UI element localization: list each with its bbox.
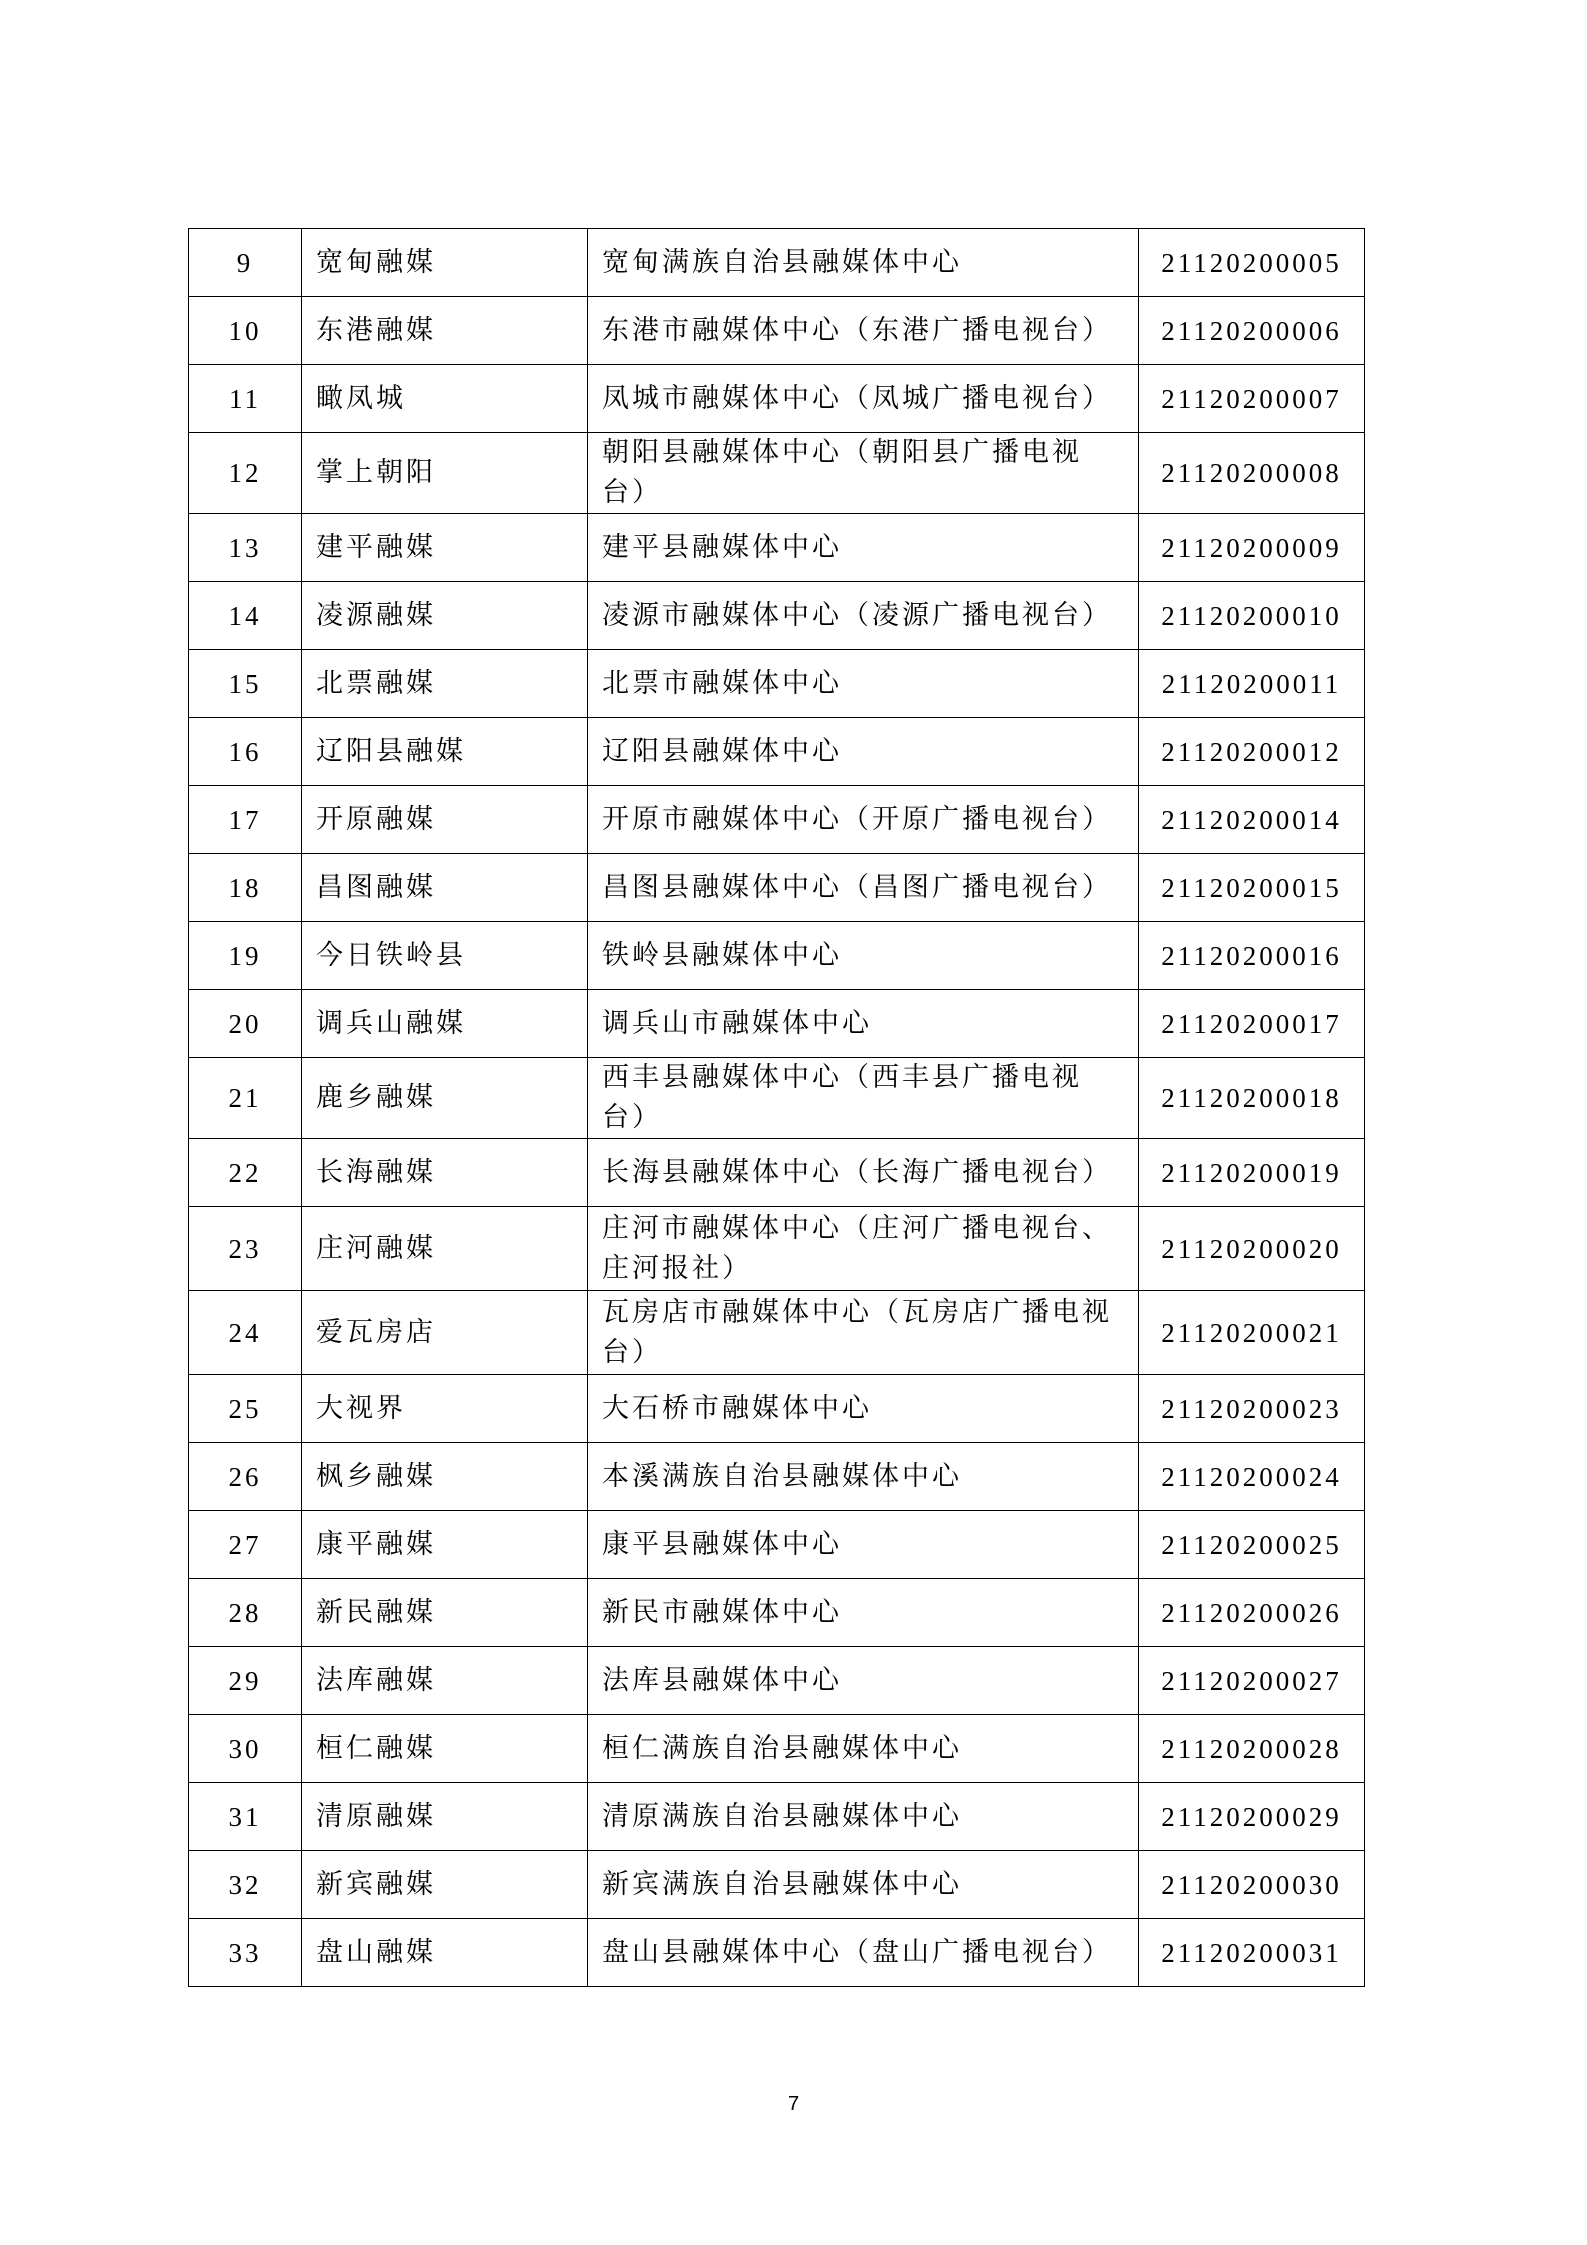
table-body — [189, 229, 1365, 1987]
code-cell: 21120200005 — [1139, 229, 1365, 297]
code-cell: 21120200029 — [1139, 1783, 1365, 1851]
short-name-cell: 掌上朝阳 — [302, 433, 588, 514]
full-name-cell: 铁岭县融媒体中心 — [588, 922, 1139, 990]
row-number-cell: 10 — [189, 297, 302, 365]
code-cell: 21120200016 — [1139, 922, 1365, 990]
row-number-cell: 21 — [189, 1058, 302, 1139]
table-row — [189, 365, 1365, 433]
full-name-cell: 宽甸满族自治县融媒体中心 — [588, 229, 1139, 297]
row-number-cell: 29 — [189, 1647, 302, 1715]
short-name-cell: 爱瓦房店 — [302, 1291, 588, 1375]
short-name-cell: 法库融媒 — [302, 1647, 588, 1715]
row-number-cell: 22 — [189, 1139, 302, 1207]
short-name-cell: 长海融媒 — [302, 1139, 588, 1207]
full-name-cell: 瓦房店市融媒体中心（瓦房店广播电视台） — [588, 1291, 1139, 1375]
full-name-cell: 长海县融媒体中心（长海广播电视台） — [588, 1139, 1139, 1207]
short-name-cell: 开原融媒 — [302, 786, 588, 854]
row-number-cell: 32 — [189, 1851, 302, 1919]
full-name-cell: 大石桥市融媒体中心 — [588, 1375, 1139, 1443]
table-row — [189, 229, 1365, 297]
code-cell: 21120200015 — [1139, 854, 1365, 922]
row-number-cell: 23 — [189, 1207, 302, 1291]
full-name-cell: 新民市融媒体中心 — [588, 1579, 1139, 1647]
table-row — [189, 1647, 1365, 1715]
code-cell: 21120200018 — [1139, 1058, 1365, 1139]
short-name-cell: 大视界 — [302, 1375, 588, 1443]
row-number-cell: 15 — [189, 650, 302, 718]
short-name-cell: 凌源融媒 — [302, 582, 588, 650]
row-number-cell: 30 — [189, 1715, 302, 1783]
table-row — [189, 718, 1365, 786]
code-cell: 21120200009 — [1139, 514, 1365, 582]
full-name-cell: 昌图县融媒体中心（昌图广播电视台） — [588, 854, 1139, 922]
short-name-cell: 康平融媒 — [302, 1511, 588, 1579]
code-cell: 21120200012 — [1139, 718, 1365, 786]
table-row — [189, 433, 1365, 514]
table-row — [189, 514, 1365, 582]
short-name-cell: 新宾融媒 — [302, 1851, 588, 1919]
full-name-cell: 盘山县融媒体中心（盘山广播电视台） — [588, 1919, 1139, 1987]
short-name-cell: 清原融媒 — [302, 1783, 588, 1851]
short-name-cell: 昌图融媒 — [302, 854, 588, 922]
code-cell: 21120200017 — [1139, 990, 1365, 1058]
short-name-cell: 鹿乡融媒 — [302, 1058, 588, 1139]
code-cell: 21120200020 — [1139, 1207, 1365, 1291]
short-name-cell: 辽阳县融媒 — [302, 718, 588, 786]
code-cell: 21120200023 — [1139, 1375, 1365, 1443]
short-name-cell: 桓仁融媒 — [302, 1715, 588, 1783]
code-cell: 21120200010 — [1139, 582, 1365, 650]
code-cell: 21120200027 — [1139, 1647, 1365, 1715]
short-name-cell: 庄河融媒 — [302, 1207, 588, 1291]
full-name-cell: 本溪满族自治县融媒体中心 — [588, 1443, 1139, 1511]
code-cell: 21120200008 — [1139, 433, 1365, 514]
full-name-cell: 清原满族自治县融媒体中心 — [588, 1783, 1139, 1851]
full-name-cell: 开原市融媒体中心（开原广播电视台） — [588, 786, 1139, 854]
full-name-cell: 凌源市融媒体中心（凌源广播电视台） — [588, 582, 1139, 650]
short-name-cell: 北票融媒 — [302, 650, 588, 718]
short-name-cell: 枫乡融媒 — [302, 1443, 588, 1511]
full-name-cell: 法库县融媒体中心 — [588, 1647, 1139, 1715]
table-row — [189, 1715, 1365, 1783]
short-name-cell: 瞰凤城 — [302, 365, 588, 433]
row-number-cell: 19 — [189, 922, 302, 990]
table-row — [189, 1919, 1365, 1987]
code-cell: 21120200019 — [1139, 1139, 1365, 1207]
code-cell: 21120200028 — [1139, 1715, 1365, 1783]
table-row — [189, 1207, 1365, 1291]
row-number-cell: 31 — [189, 1783, 302, 1851]
table-row — [189, 1851, 1365, 1919]
short-name-cell: 宽甸融媒 — [302, 229, 588, 297]
full-name-cell: 北票市融媒体中心 — [588, 650, 1139, 718]
row-number-cell: 11 — [189, 365, 302, 433]
row-number-cell: 26 — [189, 1443, 302, 1511]
row-number-cell: 16 — [189, 718, 302, 786]
short-name-cell: 建平融媒 — [302, 514, 588, 582]
table-row — [189, 786, 1365, 854]
row-number-cell: 25 — [189, 1375, 302, 1443]
code-cell: 21120200031 — [1139, 1919, 1365, 1987]
full-name-cell: 建平县融媒体中心 — [588, 514, 1139, 582]
short-name-cell: 调兵山融媒 — [302, 990, 588, 1058]
media-center-table — [188, 228, 1365, 1987]
row-number-cell: 33 — [189, 1919, 302, 1987]
table-row — [189, 1291, 1365, 1375]
table-row — [189, 1579, 1365, 1647]
table-row — [189, 1058, 1365, 1139]
code-cell: 21120200024 — [1139, 1443, 1365, 1511]
row-number-cell: 27 — [189, 1511, 302, 1579]
full-name-cell: 桓仁满族自治县融媒体中心 — [588, 1715, 1139, 1783]
code-cell: 21120200007 — [1139, 365, 1365, 433]
full-name-cell: 辽阳县融媒体中心 — [588, 718, 1139, 786]
code-cell: 21120200014 — [1139, 786, 1365, 854]
code-cell: 21120200011 — [1139, 650, 1365, 718]
table-row — [189, 922, 1365, 990]
full-name-cell: 东港市融媒体中心（东港广播电视台） — [588, 297, 1139, 365]
row-number-cell: 14 — [189, 582, 302, 650]
short-name-cell: 今日铁岭县 — [302, 922, 588, 990]
table-row — [189, 854, 1365, 922]
short-name-cell: 盘山融媒 — [302, 1919, 588, 1987]
row-number-cell: 20 — [189, 990, 302, 1058]
code-cell: 21120200030 — [1139, 1851, 1365, 1919]
table-row — [189, 1375, 1365, 1443]
page-number: 7 — [787, 2093, 800, 2115]
row-number-cell: 18 — [189, 854, 302, 922]
short-name-cell: 新民融媒 — [302, 1579, 588, 1647]
row-number-cell: 13 — [189, 514, 302, 582]
code-cell: 21120200026 — [1139, 1579, 1365, 1647]
full-name-cell: 新宾满族自治县融媒体中心 — [588, 1851, 1139, 1919]
table-row — [189, 990, 1365, 1058]
row-number-cell: 12 — [189, 433, 302, 514]
table-row — [189, 582, 1365, 650]
code-cell: 21120200006 — [1139, 297, 1365, 365]
row-number-cell: 28 — [189, 1579, 302, 1647]
table-row — [189, 297, 1365, 365]
table-row — [189, 1139, 1365, 1207]
full-name-cell: 调兵山市融媒体中心 — [588, 990, 1139, 1058]
code-cell: 21120200021 — [1139, 1291, 1365, 1375]
table-row — [189, 1511, 1365, 1579]
row-number-cell: 9 — [189, 229, 302, 297]
full-name-cell: 凤城市融媒体中心（凤城广播电视台） — [588, 365, 1139, 433]
table-row — [189, 1783, 1365, 1851]
row-number-cell: 17 — [189, 786, 302, 854]
table-row — [189, 650, 1365, 718]
table-row — [189, 1443, 1365, 1511]
full-name-cell: 西丰县融媒体中心（西丰县广播电视台） — [588, 1058, 1139, 1139]
row-number-cell: 24 — [189, 1291, 302, 1375]
full-name-cell: 朝阳县融媒体中心（朝阳县广播电视台） — [588, 433, 1139, 514]
full-name-cell: 庄河市融媒体中心（庄河广播电视台、庄河报社） — [588, 1207, 1139, 1291]
short-name-cell: 东港融媒 — [302, 297, 588, 365]
full-name-cell: 康平县融媒体中心 — [588, 1511, 1139, 1579]
code-cell: 21120200025 — [1139, 1511, 1365, 1579]
